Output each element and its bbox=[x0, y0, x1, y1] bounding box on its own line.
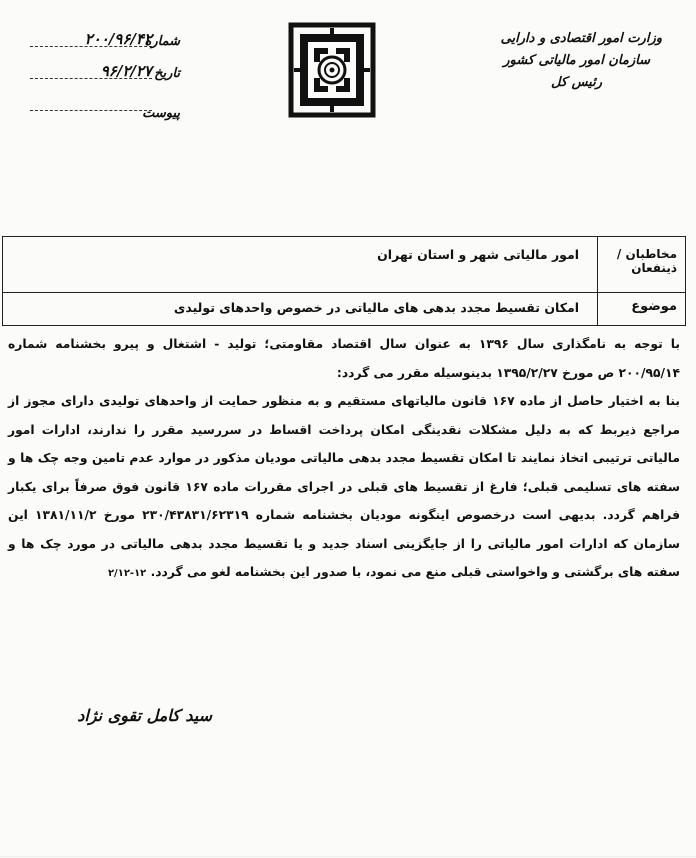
header-table bbox=[2, 236, 686, 326]
date-row bbox=[30, 60, 180, 92]
attachment-line bbox=[30, 110, 152, 111]
body-paragraph-2-text: بنا به اختیار حاصل از ماده ۱۶۷ قانون مالیاتهای مستقیم و به منظور حمایت از واحدهای تولیدی دارای مجوز از مراجع ذیربط که به دلیل مشکلات نقدینگی امکان پرداخت اقساط در سررسید مقرر را ندارند، ادارات امور مالیاتی ترتیبی اتخاذ نمایند تا امکان تقسیط مجدد بدهی مالیاتی مودیان مذکور در موارد عدم تامین وجه چک ها و سفته های تسلیمی قبلی؛ فارغ از تقسیط های قبلی در اجرای مقررات ماده ۱۶۷ قانون فوق صرفاً برای یکبار فراهم گردد. بدیهی است درخصوص اینگونه مودیان بخشنامه شماره ۲۳۰/۴۳۸۳۱/۶۲۳۱۹ مورخ ۱۳۸۱/۱۱/۲ این سازمان که ادارات امور مالیاتی را از جایگزینی اسناد جدید و یا تقسیط مجدد بدهی مالیاتی در مورد چک ها و سفته های برگشتی و واخواستی قبلی منع می نمود، با صدور این بخشنامه لغو می گردد. bbox=[8, 394, 681, 579]
subject-label: موضوع bbox=[597, 293, 685, 325]
emblem-logo-svg bbox=[288, 22, 376, 118]
date-label: تاریخ bbox=[154, 66, 180, 81]
subject-row bbox=[3, 293, 685, 325]
body-paragraph-2 bbox=[8, 387, 680, 589]
signature bbox=[72, 706, 212, 725]
page-edge bbox=[0, 856, 696, 857]
recipient-value: امور مالیاتی شهر و استان تهران bbox=[377, 247, 579, 262]
organization-name: سازمان امور مالیاتی کشور bbox=[503, 53, 650, 68]
attachment-label: پیوست bbox=[142, 106, 180, 121]
body-paragraph-1: با توجه به نامگذاری سال ۱۳۹۶ به عنوان سال اقتصاد مقاومتی؛ تولید - اشتغال و پیرو بخشنامه شماره ۲۰۰/۹۵/۱۴ ص مورخ ۱۳۹۵/۲/۲۷ بدینوسیله مقرر می گردد: bbox=[8, 337, 680, 380]
recipient-row bbox=[3, 237, 685, 293]
position-title: رئیس کل bbox=[551, 75, 602, 90]
letter-body bbox=[8, 330, 680, 589]
letterhead bbox=[482, 28, 662, 94]
letter-meta bbox=[30, 28, 180, 124]
subject-value: امکان تقسیط مجدد بدهی های مالیاتی در خصوص واحدهای تولیدی bbox=[173, 300, 579, 315]
number-label: شماره bbox=[144, 34, 180, 49]
number-row bbox=[30, 28, 180, 60]
emblem-logo bbox=[288, 22, 376, 118]
attachment-row bbox=[30, 92, 180, 124]
ministry-name: وزارت امور اقتصادی و دارایی bbox=[500, 31, 662, 46]
recipient-label: مخاطبان / ذینفعان bbox=[597, 237, 685, 292]
number-value: ۲۰۰/۹۶/۴۲ bbox=[84, 30, 152, 48]
body-note: ۱۲-۲/۱۲ bbox=[107, 568, 147, 579]
date-value: ۹۶/۲/۲۷ bbox=[100, 62, 152, 80]
signature-name: سید کامل تقوی نژاد bbox=[77, 706, 212, 725]
